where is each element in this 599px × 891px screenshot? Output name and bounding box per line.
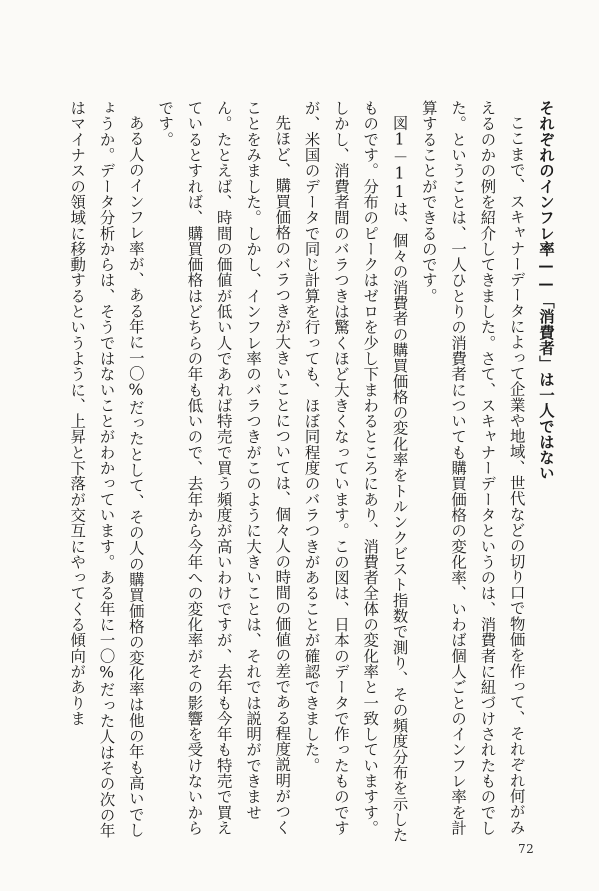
paragraph-2: 図1－11は、個々の消費者の購買価格の変化率をトルンクビスト指数で測り、その頻度分布を示したものです。分布のピークはゼロを少し下まわるところにあり、消費者全体の変化率と一致していますす。しかし、消費者間のバラつきは驚くほど大きくなっています。この図は、日本のデータで作ったものですが、米国のデータで同じ計算を行っても、ほぼ同程度のバラつきがあることが確認できました。 xyxy=(302,100,409,844)
vertical-text-body xyxy=(60,100,560,845)
paragraph-4: ある人のインフレ率が、ある年に一〇%だったとして、その人の購買価格の変化率は他の年も高いでしょうか。データ分析からは、そうではないことがわかっています。ある年に一〇%だった人はその次の年はマイナスの領域に移動するというように、上昇と下落が交互にやってくる傾向がありま xyxy=(68,100,145,839)
section-heading-right: 「消費者」は一人ではない xyxy=(537,293,555,481)
paragraph-3: 先ほど、購買価格のバラつきが大きいことについては、個々人の時間の価値の差である程度説明がつくことをみました。しかし、インフレ率のバラつきがこのように大きいことは、それでは説明ができません。たとえば、時間の価値が低い人であれば特売で買う頻度が高いわけですが、去年も今年も特売で買えているとすれば、購買価格はどちらの年も低いので、去年から今年への変化率がその影響を受けないからです。 xyxy=(156,100,292,836)
page-number: 72 xyxy=(518,842,535,856)
paragraph-1: ここまで、スキャナーデータによって企業や地域、世代などの切り口で物価を作って、それぞれ何がみえるのかの例を紹介してきました。さて、スキャナーデータというのは、消費者に紐づけされたものでした。ということは、一人ひとりの消費者についても購買価格の変化率、いわば個人ごとのインフレ率を計算することができるのです。 xyxy=(419,100,526,836)
section-heading-left: それぞれのインフレ率—— xyxy=(537,100,555,293)
section-heading xyxy=(531,100,560,845)
